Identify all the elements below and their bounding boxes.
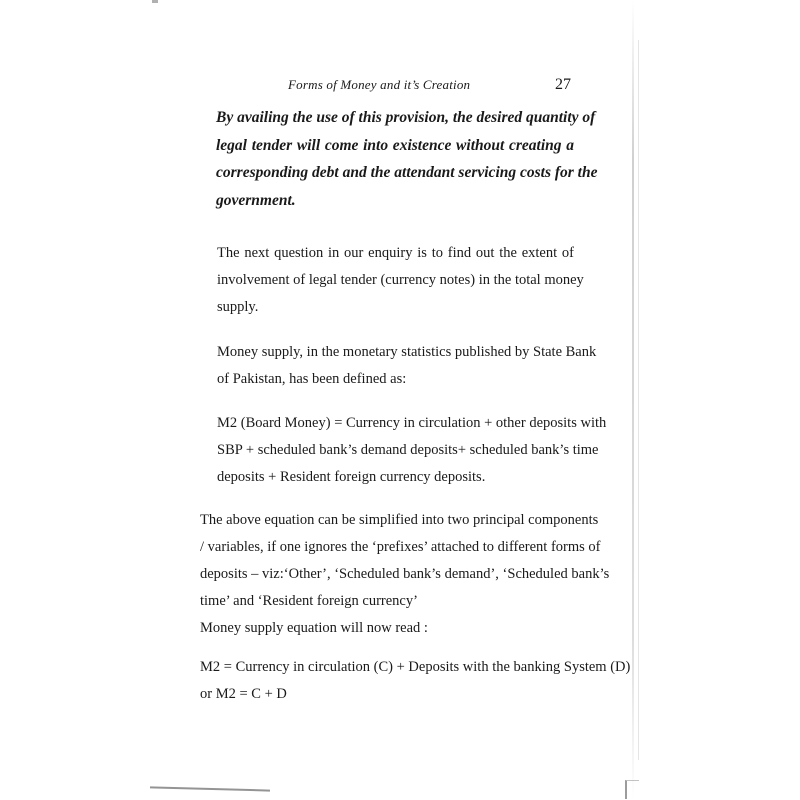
text-line: By availing the use of this provision, the desired quantity of (216, 109, 596, 126)
text-line: M2 (Board Money) = Currency in circulation + other deposits with (217, 415, 607, 431)
text-line: M2 = Currency in circulation (C) + Deposits with the banking System (D) (200, 659, 631, 675)
text-line: deposits + Resident foreign currency deposits. (217, 469, 486, 485)
text-line: legal tender will come into existence without creating a (216, 136, 574, 154)
text-line: deposits – viz:‘Other’, ‘Scheduled bank’s demand’, ‘Scheduled bank’s (200, 566, 610, 582)
text-line: The next question in our enquiry is to find out the extent of (217, 245, 574, 261)
text-line: supply. (217, 299, 259, 315)
paragraph-m2-board-money (217, 410, 607, 491)
paragraph-final-equation (200, 654, 631, 708)
text-line: Money supply, in the monetary statistics published by State Bank (217, 344, 597, 360)
running-title: Forms of Money and it’s Creation (288, 77, 471, 92)
text-line: SBP + scheduled bank’s demand deposits+ scheduled bank’s time (217, 442, 599, 458)
text-line: or M2 = C + D (200, 686, 287, 702)
text-line: Money supply equation will now read : (200, 620, 428, 636)
text-line: time’ and ‘Resident foreign currency’ (200, 593, 418, 609)
page-edge-line (638, 40, 639, 760)
paragraph-simplified-equation (200, 507, 610, 642)
page-gutter-shadow (632, 0, 634, 800)
paragraph-enquiry (217, 240, 584, 321)
scan-edge-mark (152, 0, 158, 3)
paragraph-provision (216, 104, 598, 214)
text-line: The above equation can be simplified into two principal components (200, 512, 599, 528)
text-line: involvement of legal tender (currency notes) in the total money (217, 272, 584, 288)
scan-corner-mark (625, 780, 639, 799)
text-line: / variables, if one ignores the ‘prefixes’ attached to different forms of (200, 539, 601, 555)
paragraph-money-supply-definition (217, 339, 597, 393)
text-line: of Pakistan, has been defined as: (217, 371, 407, 387)
text-line: corresponding debt and the attendant servicing costs for the (216, 164, 598, 181)
text-line: government. (216, 191, 296, 209)
page-number: 27 (555, 76, 571, 93)
scan-edge-mark-bottom (150, 786, 270, 791)
